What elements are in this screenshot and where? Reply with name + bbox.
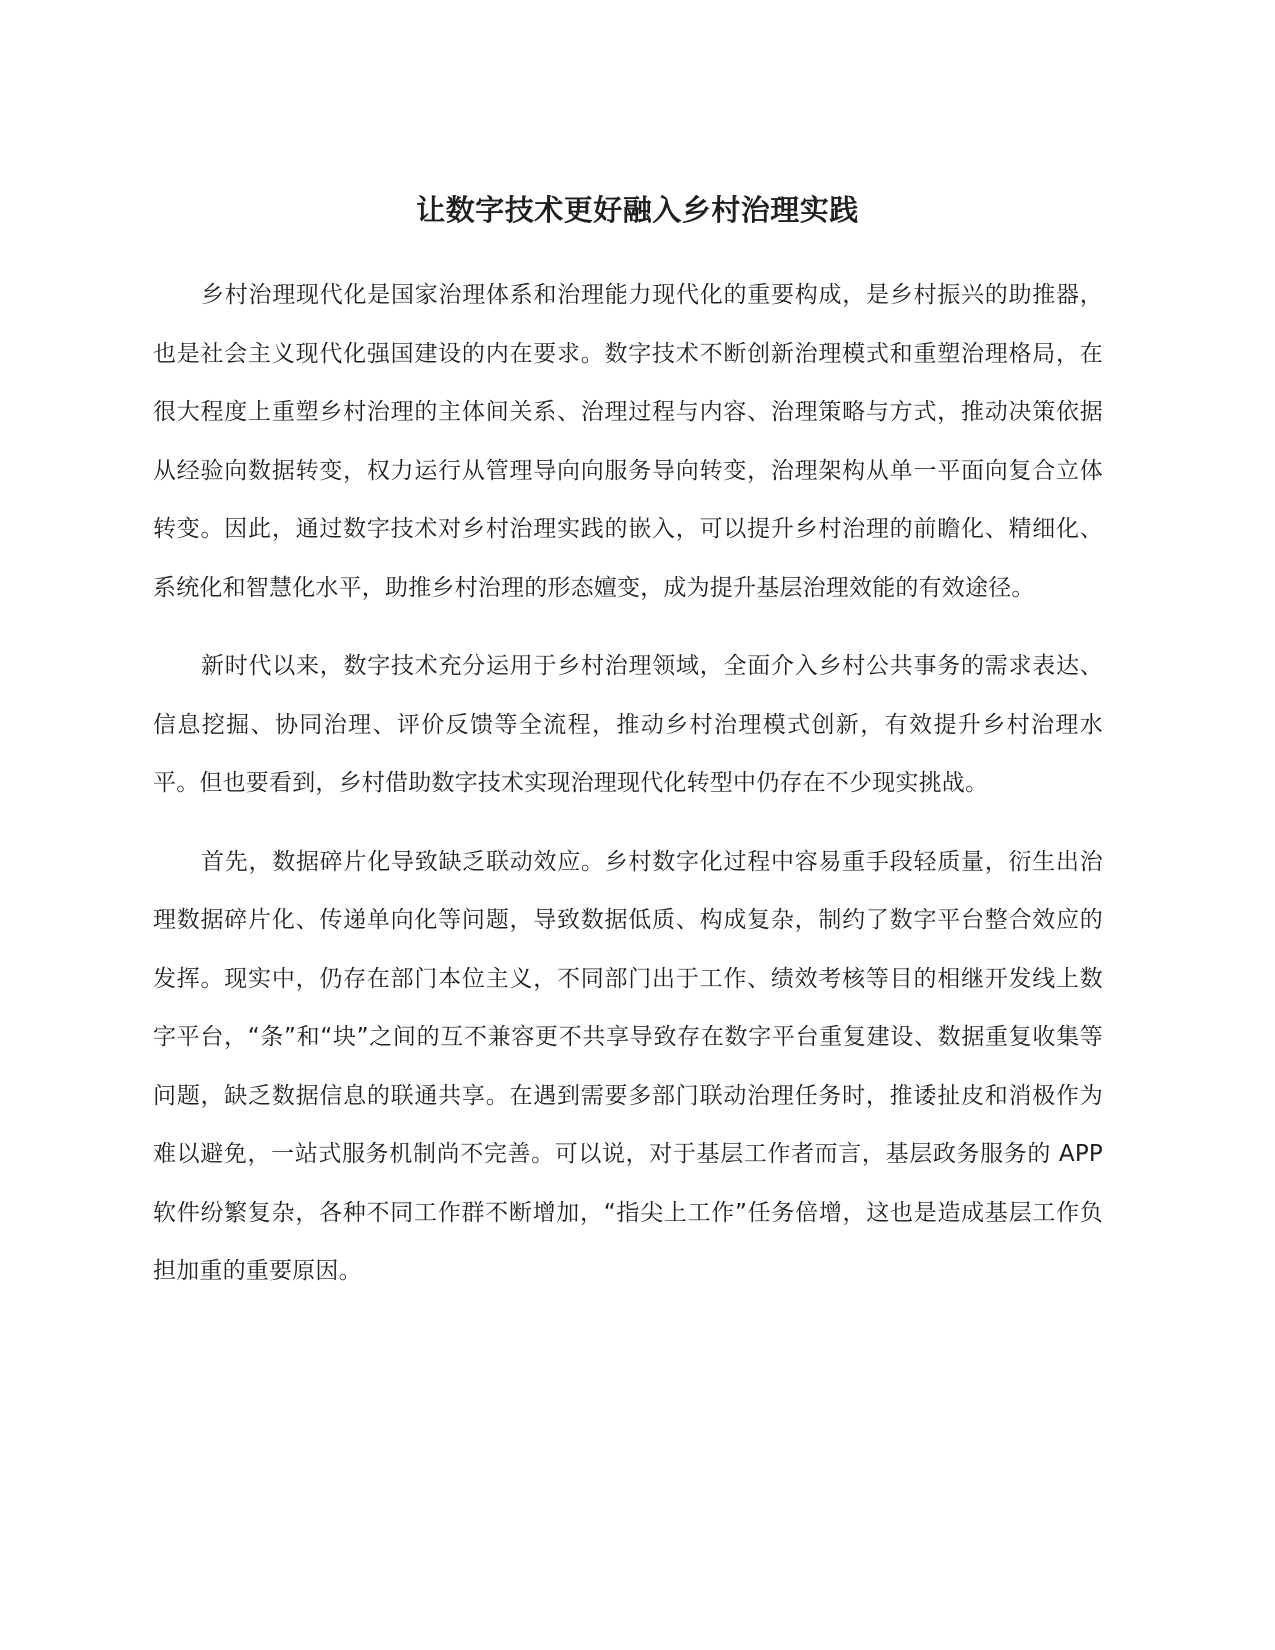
document-title: 让数字技术更好融入乡村治理实践 <box>416 193 859 227</box>
paragraph-3: 首先，数据碎片化导致缺乏联动效应。乡村数字化过程中容易重手段轻质量，衍生出治理数据碎片化、传递单向化等问题，导致数据低质、构成复杂，制约了数字平台整合效应的发挥。现实中，仍存在部门本位主义，不同部门出于工作、绩效考核等目的相继开发线上数字平台，“条”和“块”之间的互不兼容更不共享导致存在数字平台重复建设、数据重复收集等问题，缺乏数据信息的联通共享。在遇到需要多部门联动治理任务时，推诿扯皮和消极作为难以避免，一站式服务机制尚不完善。可以说，对于基层工作者而言，基层政务服务的 APP 软件纷繁复杂，各种不同工作群不断增加，“指尖上工作”任务倍增，这也是造成基层工作负担加重的重要原因。 <box>153 848 1103 1284</box>
paragraph-2: 新时代以来，数字技术充分运用于乡村治理领域，全面介入乡村公共事务的需求表达、信息挖掘、协同治理、评价反馈等全流程，推动乡村治理模式创新，有效提升乡村治理水平。但也要看到，乡村借助数字技术实现治理现代化转型中仍存在不少现实挑战。 <box>153 653 1103 796</box>
paragraph-1: 乡村治理现代化是国家治理体系和治理能力现代化的重要构成，是乡村振兴的助推器，也是社会主义现代化强国建设的内在要求。数字技术不断创新治理模式和重塑治理格局，在很大程度上重塑乡村治理的主体间关系、治理过程与内容、治理策略与方式，推动决策依据从经验向数据转变，权力运行从管理导向向服务导向转变，治理架构从单一平面向复合立体转变。因此，通过数字技术对乡村治理实践的嵌入，可以提升乡村治理的前瞻化、精细化、系统化和智慧化水平，助推乡村治理的形态嬗变，成为提升基层治理效能的有效途径。 <box>153 282 1103 601</box>
document-body <box>153 266 1103 1321</box>
